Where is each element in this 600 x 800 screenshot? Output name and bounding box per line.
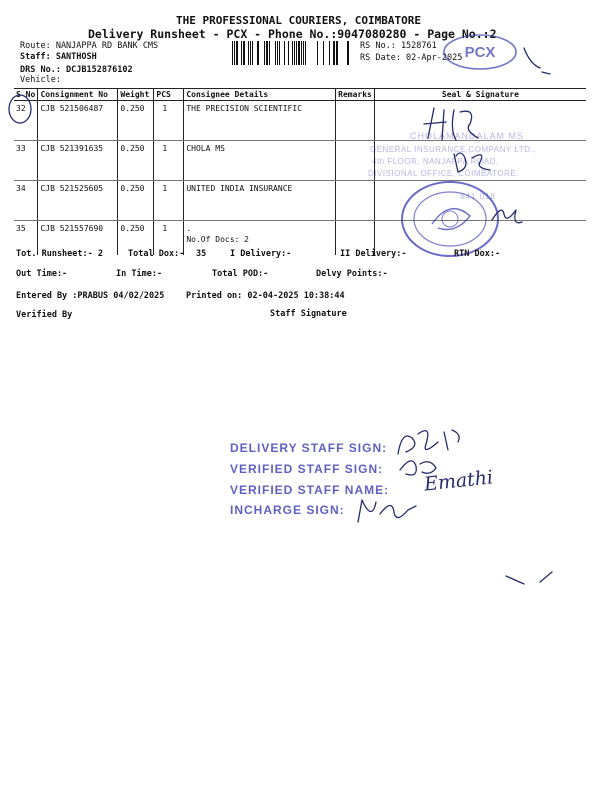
col-weight: Weight bbox=[118, 89, 154, 101]
seal-text-row33-a: GENERAL INSURANCE COMPANY LTD., bbox=[370, 145, 536, 154]
barcode-bar bbox=[234, 41, 235, 65]
barcode-bar bbox=[303, 41, 304, 65]
runsheet-title: Delivery Runsheet - PCX - Phone No.:9047080280 - Page No.:2 bbox=[88, 27, 497, 41]
row-pcs: 1 bbox=[154, 221, 184, 255]
out-time: Out Time:- bbox=[16, 269, 68, 279]
table-header bbox=[14, 89, 586, 101]
in-time: In Time:- bbox=[116, 269, 163, 279]
signature-row34 bbox=[488, 200, 528, 230]
signature-row33 bbox=[450, 146, 510, 176]
route-label: Route: NANJAPPA RD BANK CMS bbox=[20, 41, 159, 51]
barcode-bar bbox=[329, 41, 330, 65]
barcode-bar bbox=[333, 41, 335, 65]
staff-label: Staff: SANTHOSH bbox=[20, 52, 97, 62]
col-remarks: Remarks bbox=[336, 89, 375, 101]
row-weight: 0.250 bbox=[118, 181, 154, 221]
row-sno: 33 bbox=[14, 141, 38, 181]
barcode-bar bbox=[298, 41, 300, 65]
verified-staff-name-handwritten: Emathi bbox=[423, 466, 495, 496]
stamp-line-verified-name: VERIFIED STAFF NAME: bbox=[230, 483, 390, 497]
barcode-bar bbox=[288, 41, 289, 65]
row-consignee: THE PRECISION SCIENTIFIC bbox=[184, 101, 336, 141]
stamp-line-verified-sign: VERIFIED STAFF SIGN: bbox=[230, 462, 384, 476]
total-dox-value: 35 bbox=[196, 249, 207, 259]
incharge-signature bbox=[352, 494, 422, 528]
barcode-bar bbox=[252, 41, 253, 65]
barcode-bar bbox=[336, 41, 338, 65]
row-consignment: CJB 521391635 bbox=[38, 141, 118, 181]
row-consignment: CJB 521525605 bbox=[38, 181, 118, 221]
pcx-stamp bbox=[440, 30, 520, 74]
company-title: THE PROFESSIONAL COURIERS, COIMBATORE bbox=[176, 14, 422, 27]
barcode-bar bbox=[241, 41, 242, 65]
barcode-bar bbox=[269, 41, 270, 65]
rtn-dox: RTN Dox:- bbox=[454, 249, 501, 259]
col-seal: Seal & Signature bbox=[374, 89, 586, 101]
col-pcs: PCS bbox=[154, 89, 184, 101]
stamp-line-incharge: INCHARGE SIGN: bbox=[230, 503, 345, 517]
row-consignment: CJB 521557690 bbox=[38, 221, 118, 255]
vehicle-label: Vehicle: bbox=[20, 75, 61, 85]
col-consignee: Consignee Details bbox=[184, 89, 336, 101]
row-pcs: 1 bbox=[154, 101, 184, 141]
barcode-bar bbox=[248, 41, 249, 65]
barcode-bar bbox=[277, 41, 278, 65]
barcode-bar bbox=[347, 41, 349, 65]
row-consignment: CJB 521506487 bbox=[38, 101, 118, 141]
barcode-bar bbox=[250, 41, 251, 65]
barcode-bar bbox=[257, 41, 259, 65]
total-dox-label: Total Dox:- bbox=[128, 249, 185, 259]
ii-delivery: II Delivery:- bbox=[340, 249, 407, 259]
row-sno: 35 bbox=[16, 224, 26, 233]
total-pod: Total POD:- bbox=[212, 269, 269, 279]
verified-by: Verified By bbox=[16, 310, 73, 320]
barcode-bar bbox=[284, 41, 285, 65]
barcode bbox=[232, 41, 354, 65]
i-delivery: I Delivery:- bbox=[230, 249, 292, 259]
seal-text-row32: CHOLAMANDALAM MS bbox=[410, 131, 525, 141]
entered-by: Entered By :PRABUS 04/02/2025 bbox=[16, 291, 165, 301]
round-seal bbox=[398, 178, 502, 260]
barcode-bar bbox=[264, 41, 265, 65]
tot-runsheet: Tot. Runsheet:- 2 bbox=[16, 249, 103, 259]
row-pcs: 1 bbox=[154, 181, 184, 221]
no-of-docs: No.Of Docs: 2 bbox=[186, 235, 249, 244]
stamp-line-delivery: DELIVERY STAFF SIGN: bbox=[230, 441, 388, 455]
barcode-bar bbox=[296, 41, 297, 65]
printed-on: Printed on: 02-04-2025 10:38:44 bbox=[186, 291, 345, 301]
row-sno: 32 bbox=[14, 101, 38, 141]
barcode-bar bbox=[279, 41, 280, 65]
barcode-bar bbox=[243, 41, 245, 65]
barcode-bar bbox=[266, 41, 268, 65]
barcode-bar bbox=[323, 41, 324, 65]
seal-text-row34: 641 018 bbox=[460, 192, 496, 201]
barcode-bar bbox=[301, 41, 302, 65]
rs-date: RS Date: 02-Apr-2025 bbox=[360, 53, 463, 63]
barcode-bar bbox=[305, 41, 306, 65]
row-weight: 0.250 bbox=[118, 101, 154, 141]
row-consignee: CHOLA MS bbox=[184, 141, 336, 181]
svg-text:PCX: PCX bbox=[464, 44, 496, 61]
row-consignee: UNITED INDIA INSURANCE bbox=[184, 181, 336, 221]
seal-text-row33-c: DIVISIONAL OFFICE, COIMBATORE. bbox=[368, 169, 519, 178]
row-weight: 0.250 bbox=[118, 221, 154, 255]
rs-number: RS No.: 1528761 bbox=[360, 41, 437, 51]
barcode-bar bbox=[275, 41, 276, 65]
barcode-bar bbox=[294, 41, 295, 65]
seal-text-row33-b: 4th FLOOR, NANJAPPA ROAD, bbox=[372, 157, 499, 166]
pen-mark bbox=[500, 562, 560, 592]
consignee-dot: . bbox=[186, 224, 192, 233]
delvy-points: Delvy Points:- bbox=[316, 269, 388, 279]
barcode-bar bbox=[292, 41, 293, 65]
drs-number: DRS No.: DCJB152876102 bbox=[20, 65, 133, 75]
row-pcs: 1 bbox=[154, 141, 184, 181]
barcode-bar bbox=[232, 41, 233, 65]
barcode-bar bbox=[236, 41, 238, 65]
circle-mark bbox=[6, 92, 34, 126]
staff-signature: Staff Signature bbox=[270, 309, 347, 319]
signature-row32 bbox=[420, 100, 500, 144]
barcode-bar bbox=[317, 41, 318, 65]
col-consignment: Consignment No bbox=[38, 89, 118, 101]
row-weight: 0.250 bbox=[118, 141, 154, 181]
row-sno: 34 bbox=[14, 181, 38, 221]
col-sno: S No bbox=[14, 89, 38, 101]
pen-mark bbox=[520, 44, 560, 84]
